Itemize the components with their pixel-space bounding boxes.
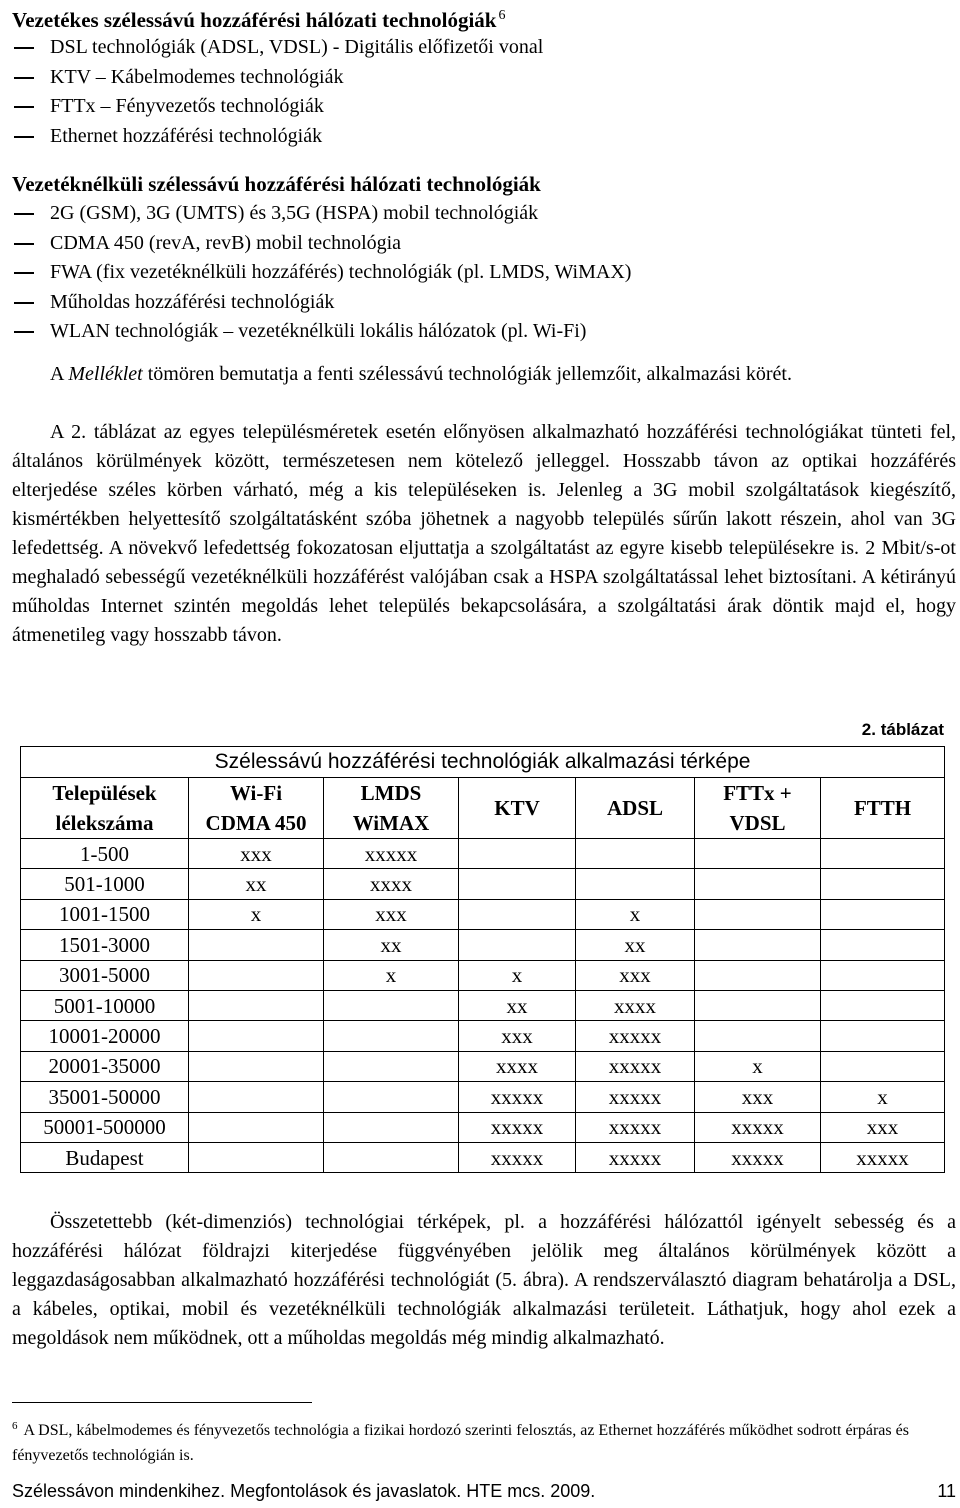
population-range-cell: 1001-1500 xyxy=(21,899,189,929)
table-row xyxy=(21,1051,945,1081)
footnote: $^6$ A DSL, kábelmodemes és fényvezetős technológia a fizikai hordozó szerinti felosztás, az Ethernet hozzáférés működhet sodrott érpáras és fényvezetős technológián is. xyxy=(12,1420,909,1464)
population-range-cell: 20001-35000 xyxy=(21,1051,189,1081)
rating-cell: xx xyxy=(459,990,576,1020)
rating-cell: x xyxy=(189,899,324,929)
dash-bullet xyxy=(14,302,34,304)
population-range-cell: Budapest xyxy=(21,1142,189,1172)
rating-cell: xxxxx xyxy=(695,1142,821,1172)
rating-cell: xxxxx xyxy=(695,1112,821,1142)
population-range-cell: 1501-3000 xyxy=(21,930,189,960)
population-range-cell: 501-1000 xyxy=(21,869,189,899)
list-item: WLAN technológiák – vezetéknélküli lokális hálózatok (pl. Wi-Fi) xyxy=(12,317,631,347)
table-row xyxy=(21,1142,945,1172)
rating-cell xyxy=(459,930,576,960)
list-item: 2G (GSM), 3G (UMTS) és 3,5G (HSPA) mobil technológiák xyxy=(12,199,631,229)
rating-cell: xx xyxy=(189,869,324,899)
rating-cell xyxy=(189,1021,324,1051)
dash-bullet xyxy=(14,106,34,108)
rating-cell xyxy=(821,899,945,929)
list-item: DSL technológiák (ADSL, VDSL) - Digitális előfizetői vonal xyxy=(12,33,543,63)
dash-bullet xyxy=(14,331,34,333)
rating-cell xyxy=(821,930,945,960)
list-item: FWA (fix vezetéknélküli hozzáférés) technológiák (pl. LMDS, WiMAX) xyxy=(12,258,631,288)
footnote-ref: 6 xyxy=(498,8,506,23)
rating-cell xyxy=(821,1051,945,1081)
footnote-divider xyxy=(12,1402,312,1403)
table-header-cell: KTV xyxy=(459,778,576,839)
rating-cell xyxy=(459,869,576,899)
paragraph-complex-maps: Összetettebb (két-dimenziós) technológiai térképek, pl. a hozzáférési hálózattól igényelt sebesség és a hozzáférési hálózat földrajzi kiterjedése függvényében jelölik meg általános körülmények között a leggazdaságosabban alkalmazható hozzáférési technológiát (5. ábra). A rendszerválasztó diagram behatárolja a DSL, a kábeles, optikai, mobil és vezetéknélküli technológiák alkalmazási területeit. Láthatjuk, hogy ahol ezek a megoldások nem működnek, ott a műholdas megoldás még mindig alkalmazható. xyxy=(12,1211,956,1349)
wired-tech-list xyxy=(12,33,543,151)
table-number-label: 2. táblázat xyxy=(861,720,944,739)
rating-cell: xxxxx xyxy=(821,1142,945,1172)
rating-cell xyxy=(189,990,324,1020)
rating-cell xyxy=(695,930,821,960)
rating-cell xyxy=(821,960,945,990)
rating-cell: xx xyxy=(324,930,459,960)
table-header-row xyxy=(21,778,945,839)
dash-bullet xyxy=(14,47,34,49)
table-row xyxy=(21,869,945,899)
rating-cell: x xyxy=(695,1051,821,1081)
paragraph-table-intro: A 2. táblázat az egyes településméretek esetén előnyösen alkalmazható hozzáférési technológiákat tünteti fel, általános körülmények között, természetesen nem kötelező jelleggel. Hosszabb távon az optikai hozzáférés elterjedése széles körben várható, még a kis településeken is. Jelenleg a 3G mobil szolgáltatások kiegészítő, kismértékben helyettesítő szolgáltatásként szóba jöhetnek a nagyobb település sűrűn lakott részein, ahol van 3G lefedettség. A növekvő lefedettség fokozatosan eljuttatja a szolgáltatást az egyre kisebb településekre is. 2 Mbit/s-ot meghaladó sebességű vezetéknélküli hozzáférést valójában csak a HSPA szolgáltatással lehet biztosítani. A kétirányú műholdas Internet szintén megoldás lehet település bekapcsolására, a szolgáltatási árak döntik majd el, hogy átmenetileg vagy hosszabb távon. xyxy=(12,421,956,646)
rating-cell: xxxxx xyxy=(459,1112,576,1142)
wireless-tech-list xyxy=(12,199,631,347)
rating-cell: xxxxx xyxy=(576,1142,695,1172)
paragraph-melleklet: A Melléklet tömören bemutatja a fenti szélessávú technológiák jellemzőit, alkalmazási körét. xyxy=(50,363,792,385)
rating-cell: xxxx xyxy=(459,1051,576,1081)
list-item: Ethernet hozzáférési technológiák xyxy=(12,122,543,152)
rating-cell: xxxxx xyxy=(324,839,459,869)
table-header-cell: Települések lélekszáma xyxy=(21,778,189,839)
rating-cell: xxxxx xyxy=(576,1112,695,1142)
rating-cell xyxy=(189,1142,324,1172)
list-item: CDMA 450 (revA, revB) mobil technológia xyxy=(12,229,631,259)
table-row xyxy=(21,839,945,869)
section-heading-wired: Vezetékes szélessávú hozzáférési hálózati technológiák $^6$ xyxy=(12,8,506,32)
rating-cell xyxy=(324,1112,459,1142)
rating-cell xyxy=(695,839,821,869)
rating-cell xyxy=(189,1082,324,1112)
rating-cell xyxy=(695,990,821,1020)
rating-cell xyxy=(821,990,945,1020)
population-range-cell: 1-500 xyxy=(21,839,189,869)
dash-bullet xyxy=(14,213,34,215)
rating-cell xyxy=(459,899,576,929)
list-item: Műholdas hozzáférési technológiák xyxy=(12,288,631,318)
list-item: KTV – Kábelmodemes technológiák xyxy=(12,63,543,93)
page-number: 11 xyxy=(937,1481,956,1501)
rating-cell xyxy=(821,1021,945,1051)
rating-cell: x xyxy=(821,1082,945,1112)
list-item: FTTx – Fényvezetős technológiák xyxy=(12,92,543,122)
rating-cell: xxxxx xyxy=(576,1021,695,1051)
rating-cell: xxx xyxy=(459,1021,576,1051)
rating-cell xyxy=(189,930,324,960)
melleklet-link-text: Melléklet xyxy=(68,363,143,385)
rating-cell xyxy=(695,960,821,990)
rating-cell: x xyxy=(576,899,695,929)
dash-bullet xyxy=(14,136,34,138)
rating-cell xyxy=(576,839,695,869)
population-range-cell: 10001-20000 xyxy=(21,1021,189,1051)
rating-cell: xxx xyxy=(695,1082,821,1112)
technology-map-table xyxy=(20,746,944,1173)
section-heading-wireless: Vezetéknélküli szélessávú hozzáférési hálózati technológiák xyxy=(12,172,541,196)
table-row xyxy=(21,1082,945,1112)
rating-cell: xxx xyxy=(189,839,324,869)
rating-cell xyxy=(821,869,945,899)
page-footer xyxy=(12,1480,956,1502)
table-row xyxy=(21,960,945,990)
table-header-cell: FTTH xyxy=(821,778,945,839)
rating-cell xyxy=(324,1142,459,1172)
rating-cell: xxxx xyxy=(324,869,459,899)
population-range-cell: 50001-500000 xyxy=(21,1112,189,1142)
footnote-number: 6 xyxy=(12,1420,18,1432)
population-range-cell: 35001-50000 xyxy=(21,1082,189,1112)
table-header-cell: FTTx + VDSL xyxy=(695,778,821,839)
rating-cell xyxy=(189,1112,324,1142)
table-header-cell: LMDS WiMAX xyxy=(324,778,459,839)
population-range-cell: 5001-10000 xyxy=(21,990,189,1020)
rating-cell xyxy=(821,839,945,869)
table-row xyxy=(21,930,945,960)
rating-cell: xxxxx xyxy=(576,1082,695,1112)
rating-cell xyxy=(695,899,821,929)
table-row xyxy=(21,990,945,1020)
rating-cell xyxy=(324,1051,459,1081)
table-body xyxy=(21,839,945,1173)
table-header-cell: ADSL xyxy=(576,778,695,839)
rating-cell xyxy=(324,1082,459,1112)
rating-cell: xxxxx xyxy=(459,1082,576,1112)
dash-bullet xyxy=(14,272,34,274)
rating-cell: xxxxx xyxy=(576,1051,695,1081)
table-row xyxy=(21,899,945,929)
table-header-cell: Wi-Fi CDMA 450 xyxy=(189,778,324,839)
rating-cell: xxxx xyxy=(576,990,695,1020)
table-row xyxy=(21,1112,945,1142)
table-row xyxy=(21,1021,945,1051)
rating-cell: xxx xyxy=(576,960,695,990)
rating-cell: xxxxx xyxy=(459,1142,576,1172)
rating-cell xyxy=(324,1021,459,1051)
footer-title: Szélessávon mindenkihez. Megfontolások és javaslatok. HTE mcs. 2009. xyxy=(12,1481,596,1501)
rating-cell: xxx xyxy=(324,899,459,929)
rating-cell xyxy=(189,960,324,990)
rating-cell xyxy=(324,990,459,1020)
population-range-cell: 3001-5000 xyxy=(21,960,189,990)
rating-cell xyxy=(695,869,821,899)
table-caption: Szélessávú hozzáférési technológiák alkalmazási térképe xyxy=(21,747,945,778)
rating-cell: xxx xyxy=(821,1112,945,1142)
rating-cell: xx xyxy=(576,930,695,960)
rating-cell xyxy=(459,839,576,869)
rating-cell: x xyxy=(459,960,576,990)
rating-cell xyxy=(695,1021,821,1051)
dash-bullet xyxy=(14,77,34,79)
rating-cell xyxy=(189,1051,324,1081)
rating-cell xyxy=(576,869,695,899)
rating-cell: x xyxy=(324,960,459,990)
dash-bullet xyxy=(14,243,34,245)
